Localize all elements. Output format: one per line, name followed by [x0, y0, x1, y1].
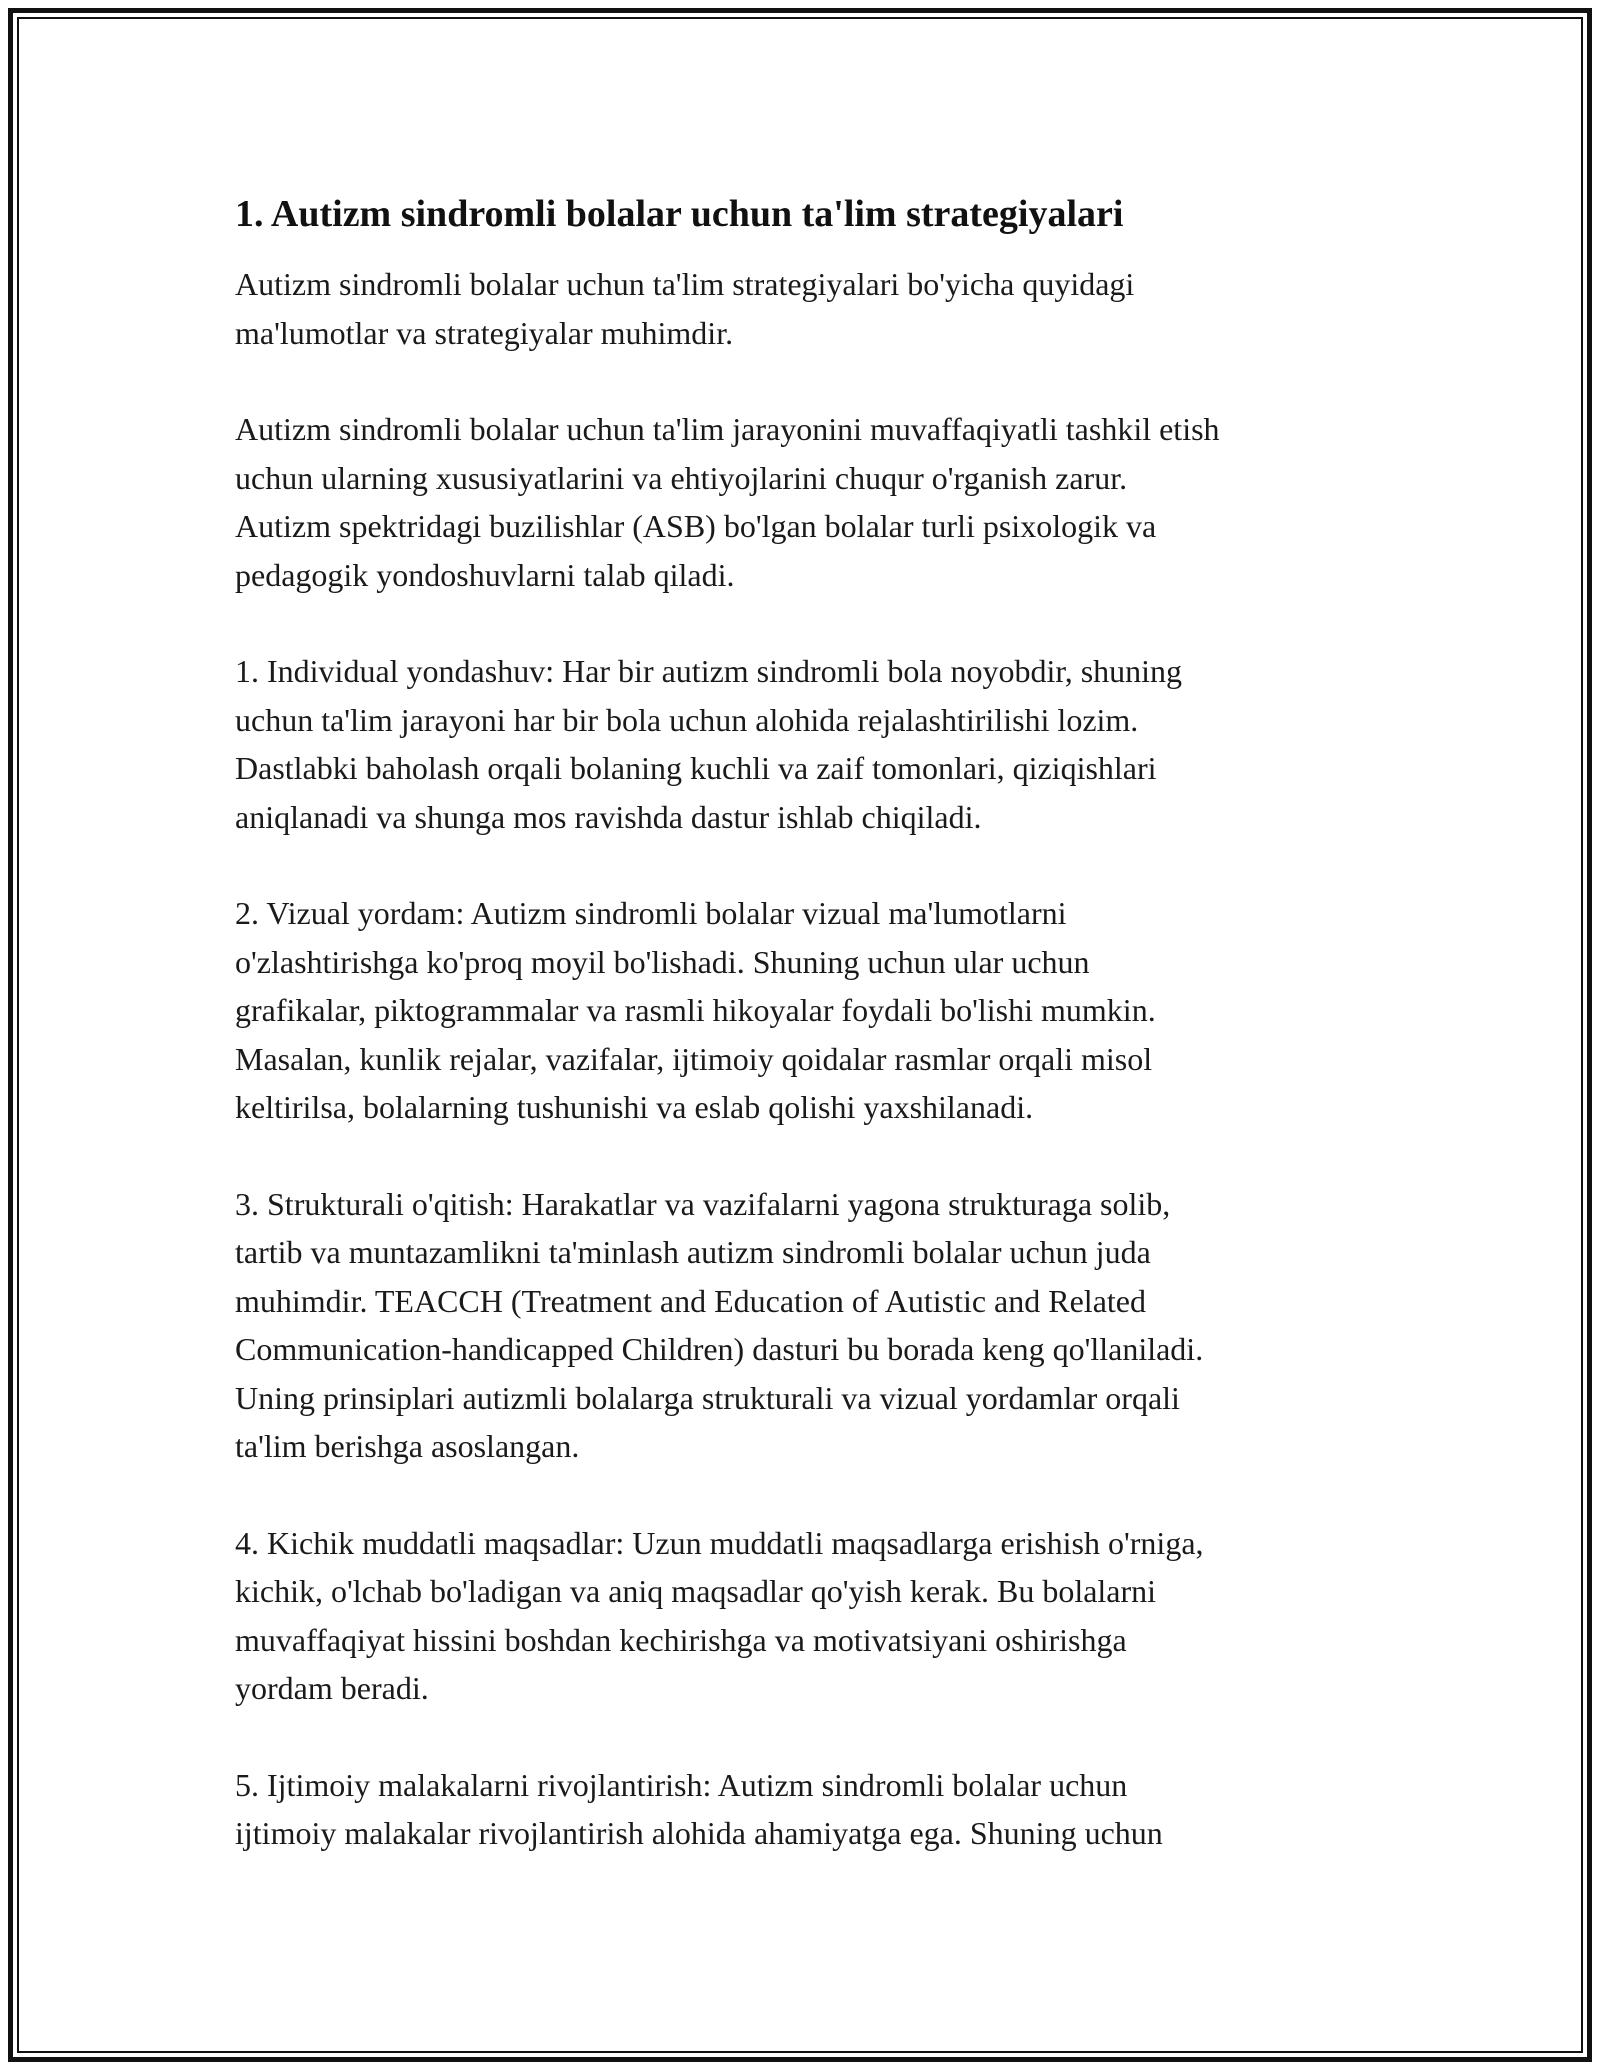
strategy-paragraph-individual: 1. Individual yondashuv: Har bir autizm sindromli bola noyobdir, shuning uchun ta'lim jarayoni har bir bola uchun alohida rejalashtirilishi lozim. Dastlabki baholash orqali bolaning kuchli va zaif tomonlari, qiziqishlari aniqlanadi va shunga mos ravishda dastur ishlab chiqiladi. [235, 653, 1183, 835]
document-title: 1. Autizm sindromli bolalar uchun ta'lim strategiyalari [235, 193, 1124, 235]
strategy-paragraph-structured: 3. Strukturali o'qitish: Harakatlar va vazifalarni yagona strukturaga solib, tartib va muntazamlikni ta'minlash autizm sindromli bolalar uchun juda muhimdir. TEACCH (Treatment and Education of Autistic and Related Communication-handicapped Children) dasturi bu borada keng qo'llaniladi. Uning prinsiplari autizmli bolalarga strukturali va vizual yordamlar orqali ta'lim berishga asoslangan. [235, 1185, 1204, 1464]
strategy-paragraph-social-skills: 5. Ijtimoiy malakalarni rivojlantirish: Autizm sindromli bolalar uchun ijtimoiy malakalar rivojlantirish alohida ahamiyatga ega. Shuning uchun [235, 1766, 1163, 1851]
context-paragraph: Autizm sindromli bolalar uchun ta'lim jarayonini muvaffaqiyatli tashkil etish uchun ularning xususiyatlarini va ehtiyojlarini chuqur o'rganish zarur. Autizm spektridagi buzilishlar (ASB) bo'lgan bolalar turli psixologik va pedagogik yondoshuvlarni talab qiladi. [235, 411, 1220, 593]
document-body [235, 190, 1395, 1906]
intro-paragraph: Autizm sindromli bolalar uchun ta'lim strategiyalari bo'yicha quyidagi ma'lumotlar va strategiyalar muhimdir. [235, 266, 1135, 351]
strategy-paragraph-visual: 2. Vizual yordam: Autizm sindromli bolalar vizual ma'lumotlarni o'zlashtirishga ko'proq moyil bo'lishadi. Shuning uchun ular uchun grafikalar, piktogrammalar va rasmli hikoyalar foydali bo'lishi mumkin. Masalan, kunlik rejalar, vazifalar, ijtimoiy qoidalar rasmlar orqali misol keltirilsa, bolalarning tushunishi va eslab qolishi yaxshilanadi. [235, 895, 1156, 1125]
strategy-paragraph-short-term-goals: 4. Kichik muddatli maqsadlar: Uzun muddatli maqsadlarga erishish o'rniga, kichik, o'lchab bo'ladigan va aniq maqsadlar qo'yish kerak. Bu bolalarni muvaffaqiyat hissini boshdan kechirishga va motivatsiyani oshirishga yordam beradi. [235, 1524, 1204, 1706]
